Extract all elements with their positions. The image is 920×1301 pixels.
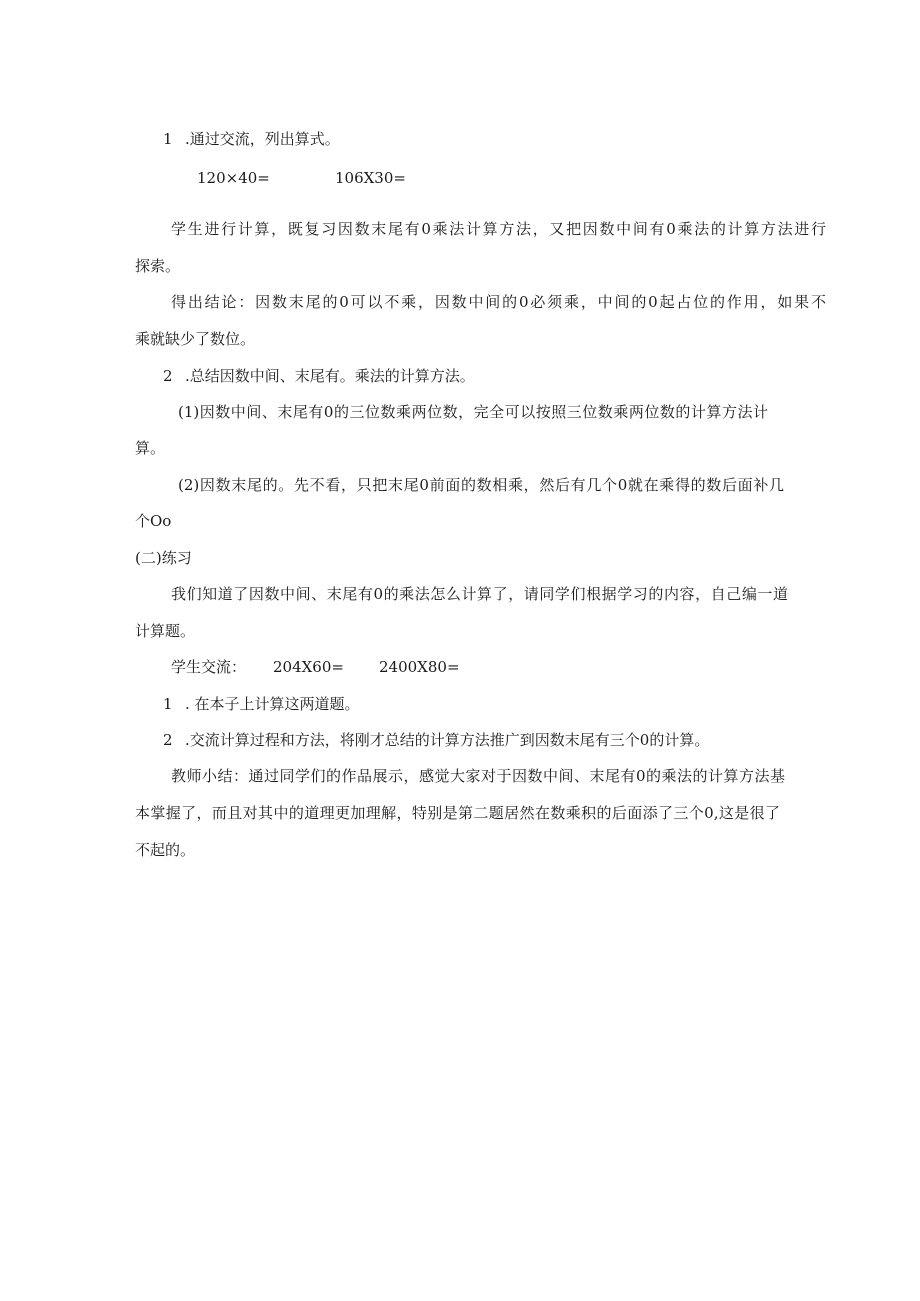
exercise-1-number: 1 xyxy=(163,695,173,713)
teacher-summary-line-3: 不起的。 xyxy=(135,841,196,859)
section-heading-practice: (二)练习 xyxy=(135,549,192,567)
subitem-1-line-1: (1)因数中间、末尾有0的三位数乘两位数，完全可以按照三位数乘两位数的计算方法计 xyxy=(178,403,768,421)
item-2 xyxy=(163,366,475,386)
paragraph-practice-line-2: 计算题。 xyxy=(135,622,196,640)
item-1-text: .通过交流，列出算式。 xyxy=(185,130,340,148)
paragraph-calc-line-2: 探索。 xyxy=(135,257,181,275)
teacher-summary-line-1: 教师小结：通过同学们的作品展示，感觉大家对于因数中间、末尾有0的乘法的计算方法基 xyxy=(171,767,785,785)
exercise-2-text: .交流计算过程和方法，将刚才总结的计算方法推广到因数末尾有三个0的计算。 xyxy=(185,731,710,749)
exercise-1 xyxy=(163,694,360,714)
paragraph-calc-line-1: 学生进行计算，既复习因数末尾有0乘法计算方法，又把因数中间有0乘法的计算方法进行 xyxy=(171,220,826,238)
subitem-1-line-2: 算。 xyxy=(135,439,166,457)
item-2-number: 2 xyxy=(163,367,173,385)
exercise-2 xyxy=(163,730,709,750)
item-2-text: .总结因数中间、末尾有。乘法的计算方法。 xyxy=(185,367,475,385)
paragraph-conclusion-line-2: 乘就缺少了数位。 xyxy=(135,330,256,348)
equation-120x40: 120×40= xyxy=(197,169,270,187)
exchange-label: 学生交流： xyxy=(171,658,247,676)
paragraph-conclusion-line-1: 得出结论：因数末尾的0可以不乘，因数中间的0必须乘，中间的0起占位的作用，如果不 xyxy=(171,293,826,311)
equation-106x30: 106X30= xyxy=(335,169,406,187)
exercise-2-number: 2 xyxy=(163,731,173,749)
subitem-2-line-2: 个Oo xyxy=(135,512,172,530)
teacher-summary-line-2: 本掌握了，而且对其中的道理更加理解，特别是第二题居然在数乘积的后面添了三个0,这是很了 xyxy=(135,804,780,822)
item-1-number: 1 xyxy=(163,130,173,148)
equation-204x60: 204X60= xyxy=(273,658,344,676)
paragraph-practice-line-1: 我们知道了因数中间、末尾有0的乘法怎么计算了，请同学们根据学习的内容，自己编一道 xyxy=(171,585,788,603)
subitem-2-line-1: (2)因数末尾的。先不看，只把末尾0前面的数相乘，然后有几个0就在乘得的数后面补几 xyxy=(178,476,784,494)
exercise-1-text: . 在本子上计算这两道题。 xyxy=(185,695,360,713)
item-1 xyxy=(163,129,340,149)
equation-2400x80: 2400X80= xyxy=(379,658,460,676)
